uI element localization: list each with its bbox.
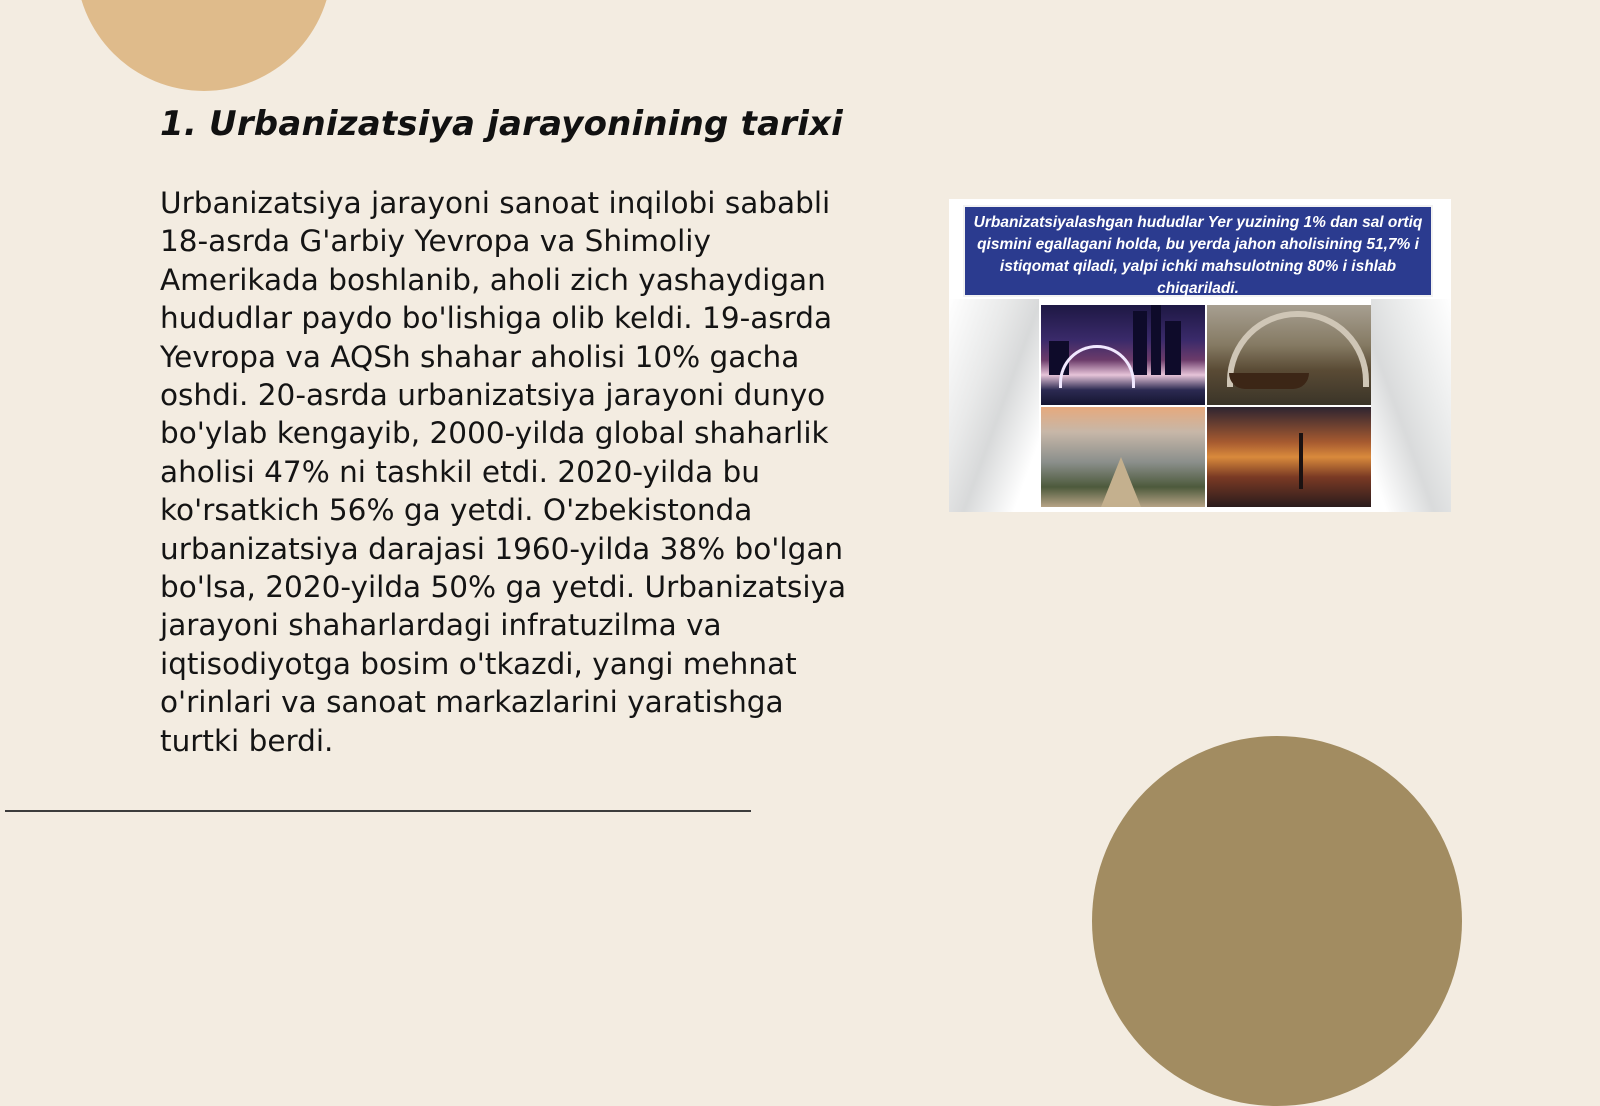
figure-caption: Urbanizatsiyalashgan hududlar Yer yuzining 1% dan sal ortiq qismini egallagani holda, bu yerda jahon aholisining 51,7% i istiqomat qiladi, yalpi ichki mahsulotning 80% i ishlab chiqariladi. <box>963 205 1433 297</box>
photo-city-sunset <box>1207 407 1371 507</box>
slide-body-text: Urbanizatsiya jarayoni sanoat inqilobi sababli 18-asrda G'arbiy Yevropa va Shimoliy Amerikada boshlanib, aholi zich yashaydigan hududlar paydo bo'lishiga olib keldi. 19-asrda Yevropa va AQSh shahar aholisi 10% gacha oshdi. 20-asrda urbanizatsiya jarayoni dunyo bo'ylab kengayib, 2000-yilda global shaharlik aholisi 47% ni tashkil etdi. 2020-yilda bu ko'rsatkich 56% ga yetdi. O'zbekistonda urbanizatsiya darajasi 1960-yilda 38% bo'lgan bo'lsa, 2020-yilda 50% ga yetdi. Urbanizatsiya jarayoni shaharlardagi infratuzilma va iqtisodiyotga bosim o'tkazdi, yangi mehnat o'rinlari va sanoat markazlarini yaratishga turtki berdi. <box>160 186 847 758</box>
urbanization-figure <box>949 199 1451 512</box>
photo-city-night <box>1041 305 1205 405</box>
photo-canal-bridge <box>1207 305 1371 405</box>
figure-background-right <box>1371 299 1451 512</box>
figure-background-left <box>949 299 1039 512</box>
decorative-circle-top <box>76 0 332 91</box>
divider-line <box>5 810 751 812</box>
photo-city-aerial <box>1041 407 1205 507</box>
decorative-circle-bottom <box>1092 736 1462 1106</box>
slide-title: 1. Urbanizatsiya jarayonining tarixi <box>160 104 844 144</box>
